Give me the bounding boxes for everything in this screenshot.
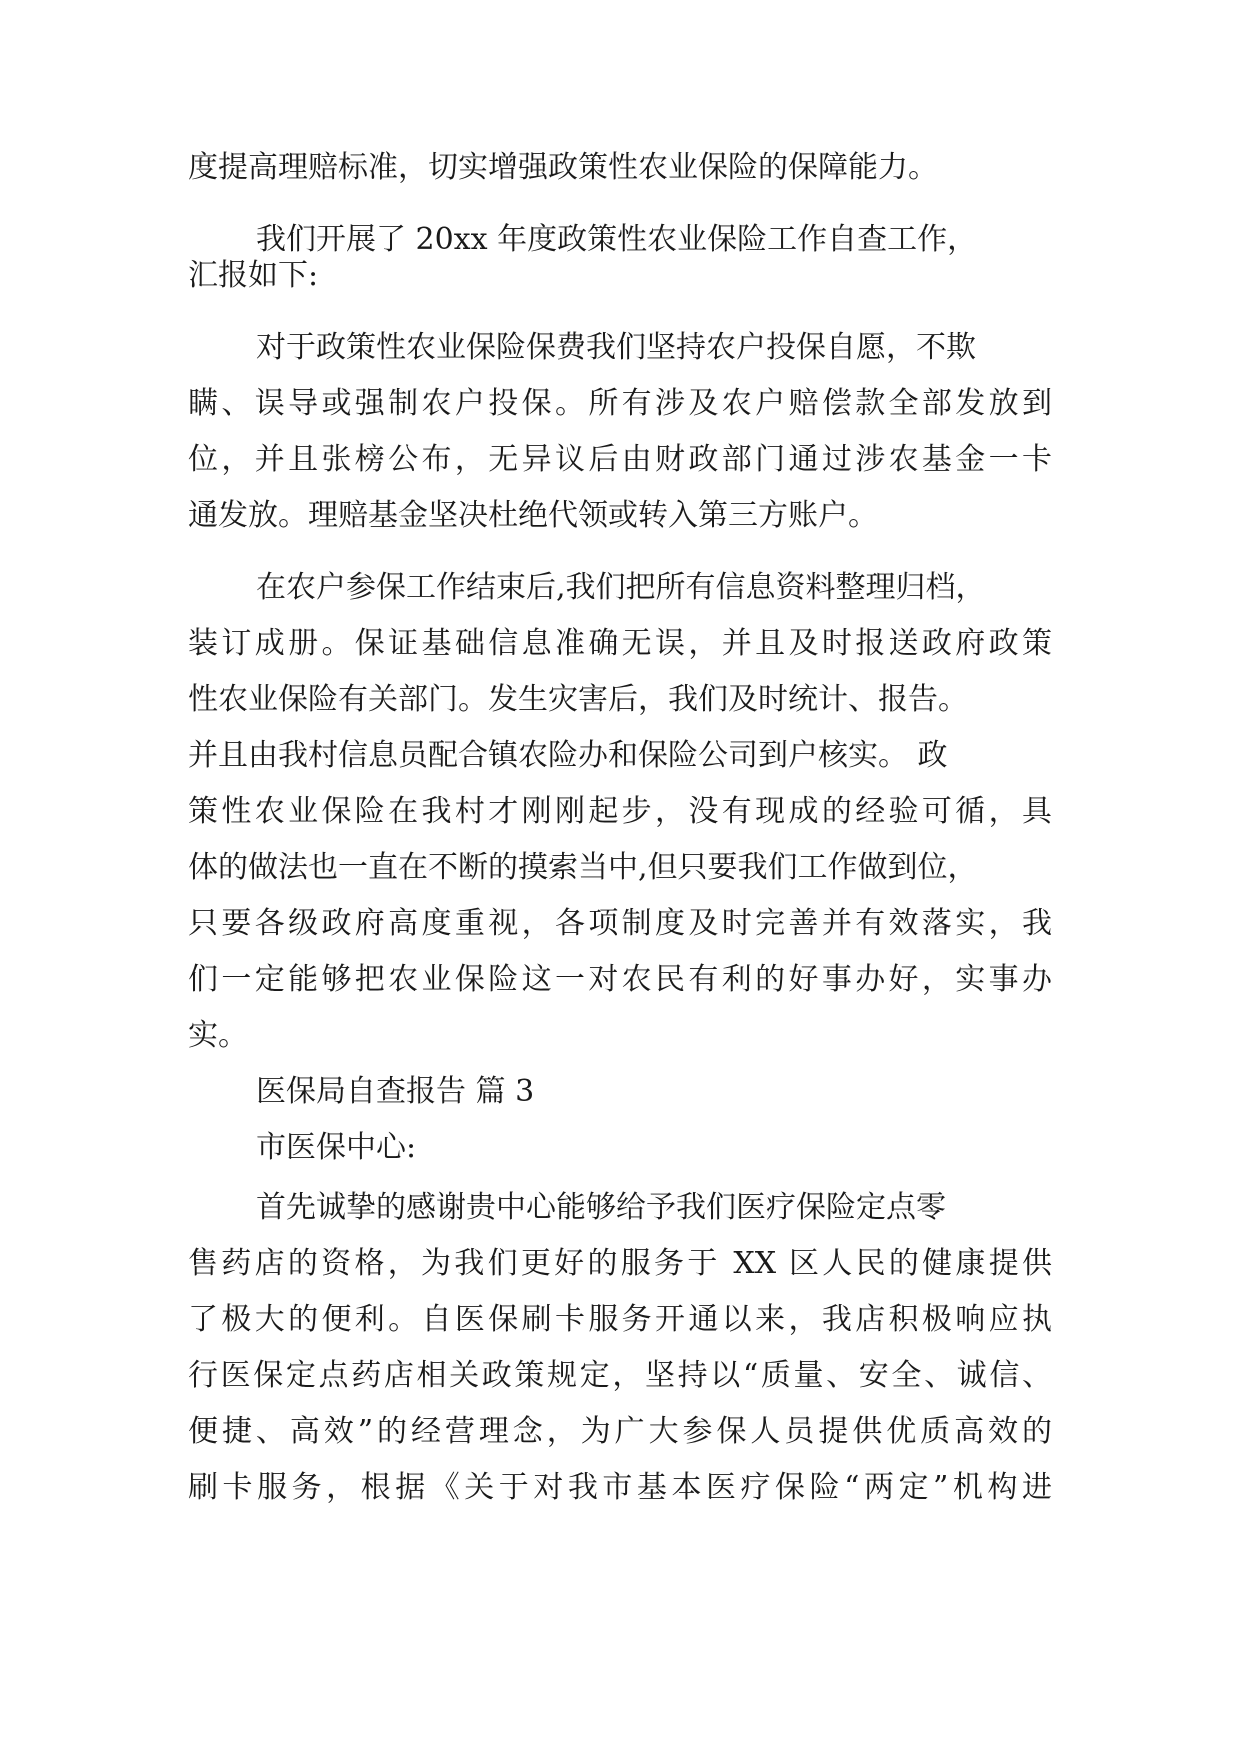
section-heading: 医保局自查报告 篇 3 [256, 1074, 535, 1109]
text-line: 体的做法也一直在不断的摸索当中,但只要我们工作做到位， [188, 850, 978, 885]
text-line: 策性农业保险在我村才刚刚起步，没有现成的经验可循，具 [188, 794, 1052, 829]
text-line: 并且由我村信息员配合镇农险办和保险公司到户核实。 政 [188, 738, 948, 773]
text-line: 位，并且张榜公布，无异议后由财政部门通过涉农基金一卡 [188, 442, 1052, 477]
text-line: 便捷、高效”的经营理念，为广大参保人员提供优质高效的 [188, 1414, 1052, 1449]
text-line: 刷卡服务，根据《关于对我市基本医疗保险“两定”机构进 [188, 1470, 1052, 1505]
text-line: 们一定能够把农业保险这一对农民有利的好事办好，实事办 [188, 962, 1052, 997]
text-line: 在农户参保工作结束后,我们把所有信息资料整理归档， [256, 570, 986, 605]
text-line: 只要各级政府高度重视，各项制度及时完善并有效落实，我 [188, 906, 1052, 941]
salutation: 市医保中心: [256, 1130, 417, 1165]
text-line: 度提高理赔标准，切实增强政策性农业保险的保障能力。 [188, 150, 938, 185]
text-line: 了极大的便利。自医保刷卡服务开通以来，我店积极响应执 [188, 1302, 1052, 1337]
text-line: 售药店的资格，为我们更好的服务于 XX 区人民的健康提供 [188, 1246, 1052, 1281]
text-line: 行医保定点药店相关政策规定，坚持以“质量、安全、诚信、 [188, 1358, 1052, 1393]
text-line: 性农业保险有关部门。发生灾害后，我们及时统计、报告。 [188, 682, 968, 717]
text-line: 通发放。理赔基金坚决杜绝代领或转入第三方账户。 [188, 498, 878, 533]
text-line: 对于政策性农业保险保费我们坚持农户投保自愿，不欺 [256, 330, 976, 365]
text-line: 汇报如下: [188, 258, 319, 293]
text-line: 首先诚挚的感谢贵中心能够给予我们医疗保险定点零 [256, 1190, 946, 1225]
text-line: 装订成册。保证基础信息准确无误，并且及时报送政府政策 [188, 626, 1052, 661]
text-line: 实。 [188, 1018, 248, 1053]
text-line: 我们开展了 20xx 年度政策性农业保险工作自查工作， [256, 222, 978, 257]
text-line: 瞒、误导或强制农户投保。所有涉及农户赔偿款全部发放到 [188, 386, 1052, 421]
